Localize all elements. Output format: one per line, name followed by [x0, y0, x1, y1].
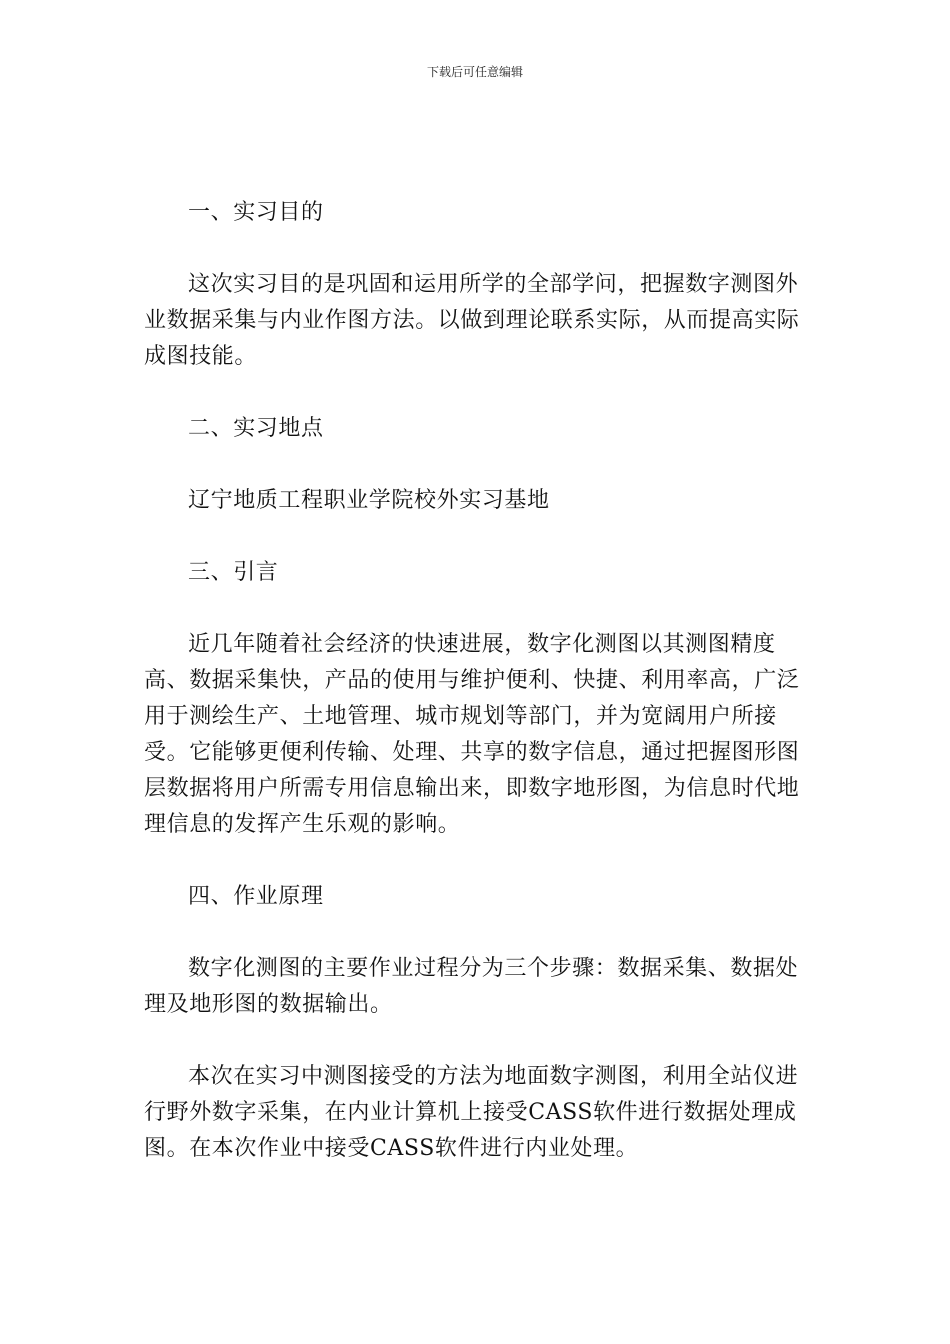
spacer [144, 591, 806, 627]
document-body [144, 195, 806, 1167]
page-header-note: 下载后可任意编辑 [426, 65, 523, 79]
section-body-principle-2: 本次在实习中测图接受的方法为地面数字测图，利用全站仪进行野外数字采集，在内业计算机上接受CASS软件进行数据处理成图。在本次作业中接受CASS软件进行内业处理。 [144, 1064, 799, 1161]
section-heading-principle: 四、作业原理 [188, 884, 324, 909]
spacer [144, 447, 806, 483]
spacer [144, 1023, 806, 1059]
spacer [144, 915, 806, 951]
section-body-location: 辽宁地质工程职业学院校外实习基地 [188, 488, 550, 513]
spacer [144, 231, 806, 267]
section-heading-location: 二、实习地点 [188, 416, 324, 441]
section-body-introduction: 近几年随着社会经济的快速进展，数字化测图以其测图精度高、数据采集快，产品的使用与维护便利、快捷、利用率高，广泛用于测绘生产、土地管理、城市规划等部门，并为宽阔用户所接受。它能够更便利传输、处理、共享的数字信息，通过把握图形图层数据将用户所需专用信息输出来，即数字地形图，为信息时代地理信息的发挥产生乐观的影响。 [144, 632, 800, 837]
section-body-principle-1: 数字化测图的主要作业过程分为三个步骤：数据采集、数据处理及地形图的数据输出。 [144, 956, 799, 1017]
section-heading-purpose: 一、实习目的 [188, 200, 324, 225]
spacer [144, 519, 806, 555]
section-body-purpose: 这次实习目的是巩固和运用所学的全部学问，把握数字测图外业数据采集与内业作图方法。以做到理论联系实际，从而提高实际成图技能。 [144, 272, 800, 369]
spacer [144, 843, 806, 879]
section-heading-introduction: 三、引言 [188, 560, 279, 585]
spacer [144, 375, 806, 411]
